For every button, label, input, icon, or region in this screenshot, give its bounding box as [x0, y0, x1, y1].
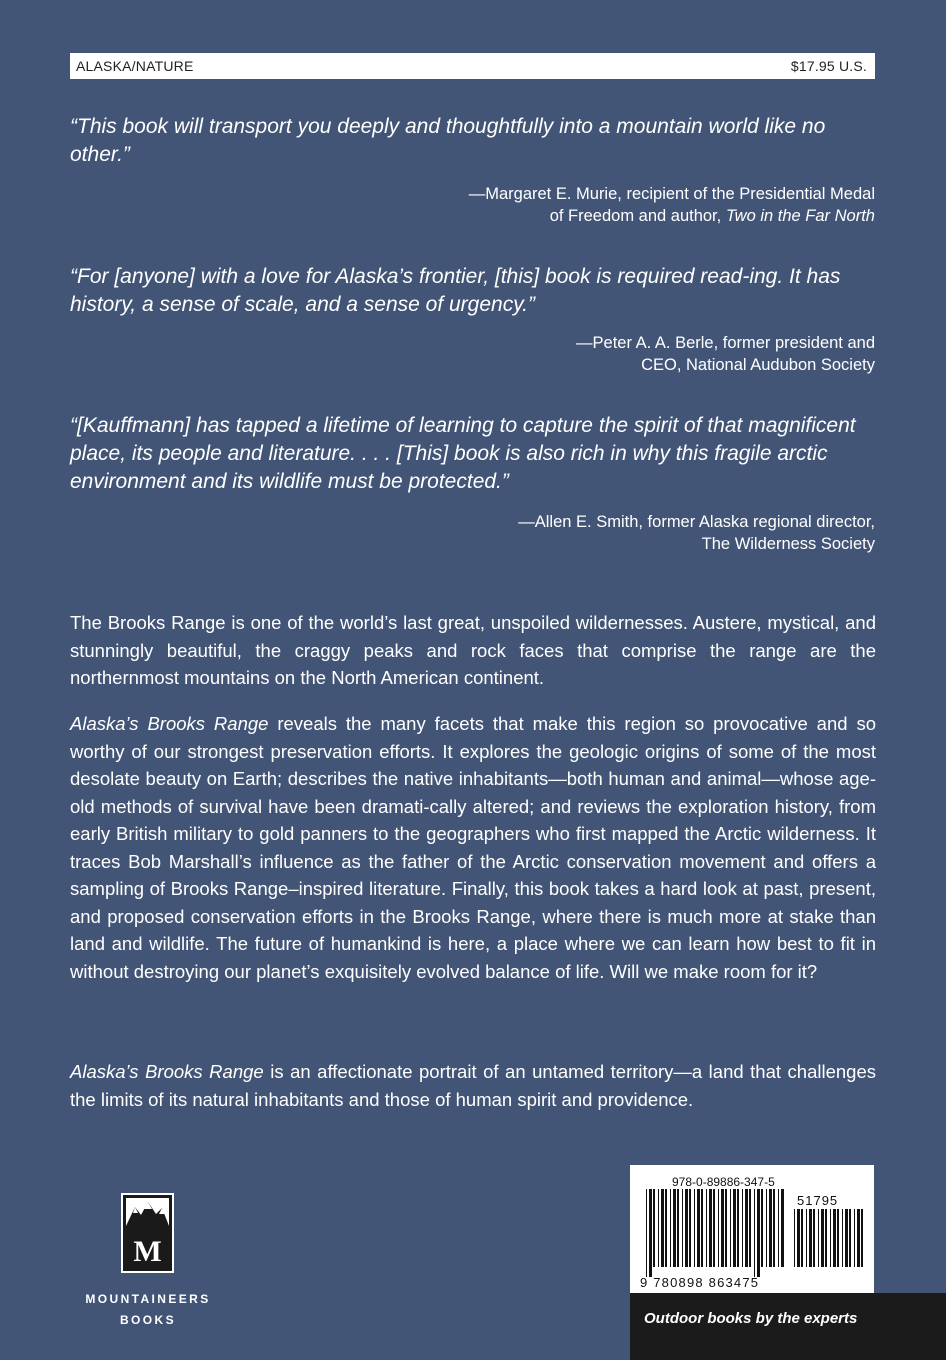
quote-3: “[Kauffmann] has tapped a lifetime of learning to capture the spirit of that magnificent place, its people and literature. . . . [This] book is also rich in why this fragile arctic environment and its wildlife must be protected.”: [70, 414, 856, 493]
quote-1: “This book will transport you deeply and thoughtfully into a mountain world like no other.”: [70, 115, 826, 166]
attribution-line: The Wilderness Society: [701, 535, 875, 553]
attribution-line: CEO, National Audubon Society: [641, 356, 875, 374]
quote-1-attribution: [355, 183, 875, 227]
attribution-line: of Freedom and author, Two in the Far North: [549, 207, 875, 225]
category-price-bar: [70, 53, 875, 79]
attribution-line: —Margaret E. Murie, recipient of the Presidential Medal: [468, 185, 875, 203]
price-code: 51795: [797, 1193, 839, 1208]
publisher-name-line2: BOOKS: [119, 1313, 176, 1327]
price-label: $17.95 U.S.: [790, 58, 867, 74]
quote-2: “For [anyone] with a love for Alaska’s frontier, [this] book is required read-ing. It has history, a sense of scale, and a sense of urgency.”: [70, 265, 841, 316]
description-paragraph-1: The Brooks Range is one of the world’s last great, unspoiled wildernesses. Austere, mystical, and stunningly beautiful, the craggy peaks and rock faces that comprise the range are the northernmost mountains on the North American continent.: [70, 612, 876, 688]
book-title: Alaska’s Brooks Range: [70, 1061, 264, 1082]
attribution-line: —Peter A. A. Berle, former president and: [576, 334, 875, 352]
isbn-number: 978-0-89886-347-5: [672, 1175, 775, 1189]
description-paragraph-2: Alaska’s Brooks Range reveals the many facets that make this region so provocative and so worthy of our strongest preservation efforts. It explores the geologic origins of some of the most desolate beauty on Earth; describes the native inhabitants—both human and animal—whose age-old methods of survival have been dramati-cally altered; and reviews the exploration history, from early British military to gold panners to the geographers who first mapped the Arctic wilderness. It traces Bob Marshall’s influence as the father of the Arctic conservation movement and offers a sampling of Brooks Range–inspired literature. Finally, this book takes a hard look at past, present, and proposed conservation efforts in the Brooks Range, where there is much more at stake than land and wildlife. The future of humankind is here, a place where we can learn how best to fit in without destroying our planet’s exquisitely evolved balance of life. Will we make room for it?: [70, 713, 876, 982]
isbn-barcode: [646, 1189, 786, 1277]
price-barcode: [794, 1209, 866, 1277]
category-label: ALASKA/NATURE: [76, 58, 194, 74]
publisher-name-line1: MOUNTAINEERS: [85, 1292, 211, 1306]
mountain-logo-icon: [123, 1195, 172, 1271]
attribution-line: —Allen E. Smith, former Alaska regional director,: [518, 513, 875, 531]
quote-3-attribution: [355, 511, 875, 555]
description-paragraph-3: Alaska’s Brooks Range is an affectionate portrait of an untamed territory—a land that challenges the limits of its natural inhabitants and those of human spirit and providence.: [70, 1061, 876, 1110]
quote-2-attribution: [355, 332, 875, 376]
ean-number: 9 780898 863475: [640, 1275, 760, 1290]
book-title: Alaska’s Brooks Range: [70, 713, 269, 734]
logo-letter: M: [133, 1235, 162, 1268]
tagline: Outdoor books by the experts: [644, 1310, 858, 1327]
footer-bar: [630, 1293, 946, 1360]
book-title: Two in the Far North: [725, 207, 875, 225]
mountaineers-logo: [121, 1193, 174, 1273]
